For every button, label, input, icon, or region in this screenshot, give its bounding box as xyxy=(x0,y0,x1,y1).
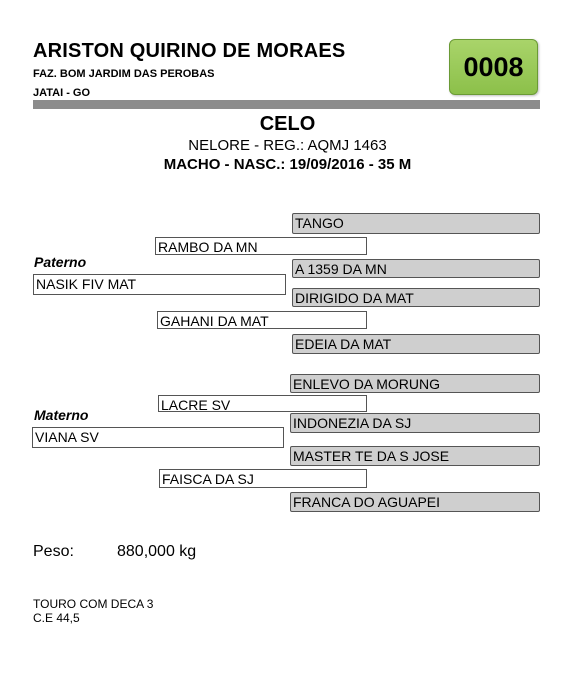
notes xyxy=(33,597,153,625)
sex-birth-date: MACHO - NASC.: 19/09/2016 - 35 M xyxy=(163,156,412,173)
breed-registration: NELORE - REG.: AQMJ 1463 xyxy=(188,137,387,154)
pedigree-dam-dam: FAISCA DA SJ xyxy=(159,469,367,488)
paternal-label: Paterno xyxy=(34,254,87,270)
lot-number-badge: 0008 xyxy=(449,39,538,95)
pedigree-sire-sire: RAMBO DA MN xyxy=(155,237,367,255)
note-line-1: TOURO COM DECA 3 xyxy=(33,597,154,611)
pedigree-dam-sire-dam: INDONEZIA DA SJ xyxy=(290,413,540,433)
pedigree-sire: NASIK FIV MAT xyxy=(33,274,286,295)
city-state: JATAI - GO xyxy=(33,87,91,99)
pedigree-sire-dam-sire: DIRIGIDO DA MAT xyxy=(292,288,540,307)
pedigree-dam-sire: LACRE SV xyxy=(158,395,367,412)
animal-name: CELO xyxy=(259,113,316,135)
pedigree-dam-dam-sire: MASTER TE DA S JOSE xyxy=(290,446,540,466)
weight-label: Peso: xyxy=(33,543,74,560)
pedigree-sire-dam: GAHANI DA MAT xyxy=(157,311,367,329)
pedigree-dam: VIANA SV xyxy=(32,427,284,448)
pedigree-dam-sire-sire: ENLEVO DA MORUNG xyxy=(290,374,540,393)
pedigree-sire-dam-dam: EDEIA DA MAT xyxy=(292,334,540,354)
owner-name: ARISTON QUIRINO DE MORAES xyxy=(33,40,346,62)
pedigree-dam-dam-dam: FRANCA DO AGUAPEI xyxy=(290,492,540,512)
maternal-label: Materno xyxy=(34,407,89,423)
header-divider xyxy=(33,100,540,109)
weight-value: 880,000 kg xyxy=(117,543,197,560)
note-line-2: C.E 44,5 xyxy=(33,611,80,625)
pedigree-sire-sire-dam: A 1359 DA MN xyxy=(292,259,540,278)
farm-name: FAZ. BOM JARDIM DAS PEROBAS xyxy=(33,68,215,80)
pedigree-sire-sire-sire: TANGO xyxy=(292,213,540,234)
